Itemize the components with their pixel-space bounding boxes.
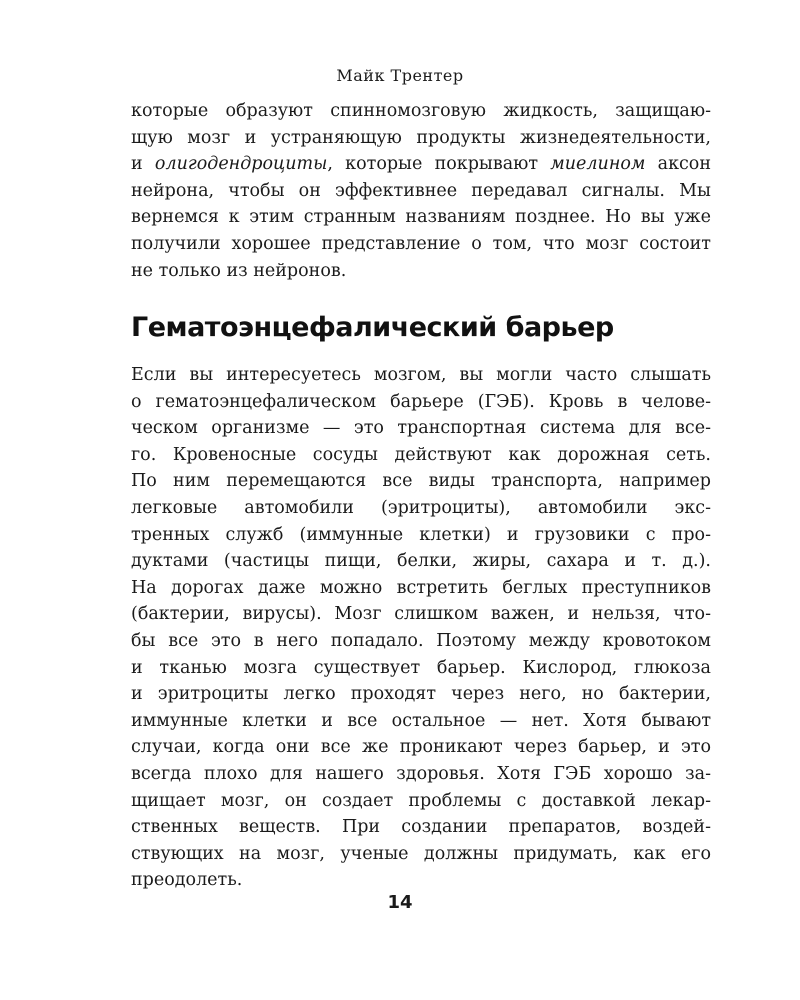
text-line: и тканью мозга существует барьер. Кислород, глюкоза	[131, 657, 711, 678]
term-myelin: миелином	[550, 154, 646, 175]
text-line: нейрона, чтобы он эффективнее передавал сигналы. Мы	[131, 180, 711, 201]
text-line: легковые автомобили (эритроциты), автомобили экс-	[131, 497, 711, 518]
text-fragment: и	[131, 154, 155, 175]
text-line: Если вы интересуетесь мозгом, вы могли часто слышать	[131, 365, 711, 385]
text-fragment: аксон	[645, 154, 712, 175]
text-line: щищает мозг, он создает проблемы с доставкой лекар-	[131, 790, 711, 811]
text-line: щую мозг и устраняющую продукты жизнедеятельности,	[131, 127, 711, 148]
text-line: По ним перемещаются все виды транспорта, например	[131, 471, 711, 492]
text-line: которые образуют спинномозговую жидкость, защищаю-	[131, 101, 711, 121]
text-fragment: , которые покрывают	[327, 154, 551, 175]
text-line: и эритроциты легко проходят через него, но бактерии,	[131, 684, 711, 705]
text-line: иммунные клетки и все остальное — нет. Хотя бывают	[131, 710, 711, 731]
text-line: бы все это в него попадало. Поэтому между кровотоком	[131, 630, 711, 651]
text-line: На дорогах даже можно встретить беглых преступников	[131, 577, 711, 598]
text-line: не только из нейронов.	[131, 260, 347, 281]
running-head: Майк Трентер	[336, 66, 464, 85]
text-line: случаи, когда они все же проникают через барьер, и это	[131, 737, 711, 758]
text-line: преодолеть.	[131, 870, 243, 891]
paragraph-intro	[131, 98, 711, 284]
text-line: о гематоэнцефалическом барьере (ГЭБ). Кровь в челове-	[131, 391, 711, 412]
text-line: вернемся к этим странным названиям позднее. Но вы уже	[131, 207, 711, 228]
text-line: тренных служб (иммунные клетки) и грузовики с про-	[131, 524, 711, 545]
text-line: ственных веществ. При создании препаратов, воздей-	[131, 817, 711, 838]
text-line: ствующих на мозг, ученые должны придумать, как его	[131, 843, 711, 864]
text-line: дуктами (частицы пищи, белки, жиры, сахара и т. д.).	[131, 551, 711, 572]
text-line: (бактерии, вирусы). Мозг слишком важен, и нельзя, что-	[131, 604, 711, 625]
paragraph-bbb	[131, 362, 711, 894]
text-line: ческом организме — это транспортная система для все-	[131, 418, 711, 439]
text-line: всегда плохо для нашего здоровья. Хотя ГЭБ хорошо за-	[131, 763, 711, 784]
text-line	[131, 151, 711, 178]
page-number: 14	[387, 892, 413, 913]
term-oligodendrocytes: олигодендроциты	[154, 154, 328, 175]
text-line: го. Кровеносные сосуды действуют как дорожная сеть.	[131, 444, 711, 465]
section-heading: Гематоэнцефалический барьер	[131, 312, 614, 343]
text-line: получили хорошее представление о том, что мозг состоит	[131, 233, 711, 254]
